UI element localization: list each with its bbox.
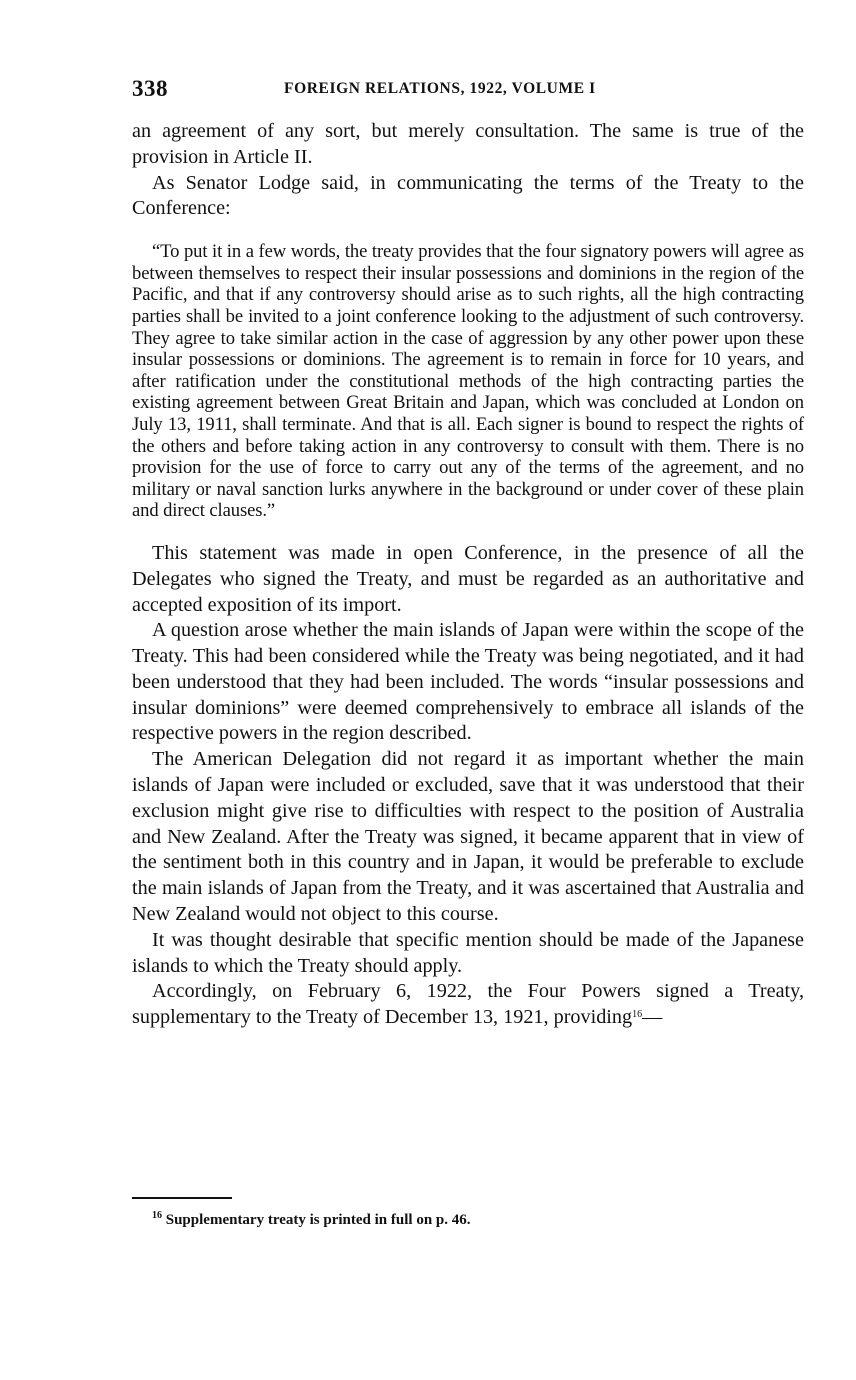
paragraph-4: A question arose whether the main islands of Japan were within the scope of the Treaty. This had been considered while the Treaty was being negotiated, and it had been understood that they had been included. The words “insular possessions and insular dominions” were deemed comprehensively to embrace all islands of the respective powers in the region described. <box>132 619 804 745</box>
paragraph-7 <box>132 979 804 1031</box>
footnote-marker: 16 <box>152 1210 162 1221</box>
paragraph-1: an agreement of any sort, but merely consultation. The same is true of the provision in Article II. <box>132 120 804 168</box>
body-text <box>132 119 804 1031</box>
block-quote-lodge: “To put it in a few words, the treaty provides that the four signatory powers will agree as between themselves to respect their insular possessions and dominions in the region of the Pacific, and that if any controversy should arise as to such rights, all the high contracting parties shall be invited to a joint conference looking to the adjustment of such controversy. They agree to take similar action in the case of aggression by any other power upon these insular possessions or dominions. The agreement is to remain in force for 10 years, and after ratification under the constitutional methods of the high contracting parties the existing agreement between Great Britain and Japan, which was concluded at London on July 13, 1911, shall terminate. And that is all. Each signer is bound to respect the rights of the others and before taking action in any controversy to consult with them. There is no provision for the use of force to carry out any of the terms of the agreement, and no military or naval sanction lurks anywhere in the background or under cover of these plain and direct clauses.” <box>132 241 804 522</box>
page-number: 338 <box>132 76 168 101</box>
paragraph-7-dash: — <box>642 1006 663 1029</box>
footnote-text: Supplementary treaty is printed in full on p. 46. <box>165 1212 471 1228</box>
footnote <box>152 1210 802 1230</box>
paragraph-7-text: Accordingly, on February 6, 1922, the Four Powers signed a Treaty, supplementary to the Treaty of December 13, 1921, providing <box>132 980 804 1029</box>
paragraph-2: As Senator Lodge said, in communicating the terms of the Treaty to the Conference: <box>132 171 804 220</box>
running-title: FOREIGN RELATIONS, 1922, VOLUME I <box>284 80 596 97</box>
paragraph-6: It was thought desirable that specific mention should be made of the Japanese islands to which the Treaty should apply. <box>132 928 804 977</box>
footnote-divider <box>132 1197 232 1199</box>
paragraph-3: This statement was made in open Conference, in the presence of all the Delegates who signed the Treaty, and must be regarded as an authoritative and accepted exposition of its import. <box>132 541 804 616</box>
footnote-reference: 16 <box>632 1009 643 1021</box>
running-header <box>132 76 804 106</box>
paragraph-5: The American Delegation did not regard it as important whether the main islands of Japan were included or excluded, save that it was understood that their exclusion might give rise to difficulties with respect to the position of Australia and New Zealand. After the Treaty was signed, it became apparent that in view of the sentiment both in this country and in Japan, it would be preferable to exclude the main islands of Japan from the Treaty, and it was ascertained that Australia and New Zealand would not object to this course. <box>132 748 804 926</box>
